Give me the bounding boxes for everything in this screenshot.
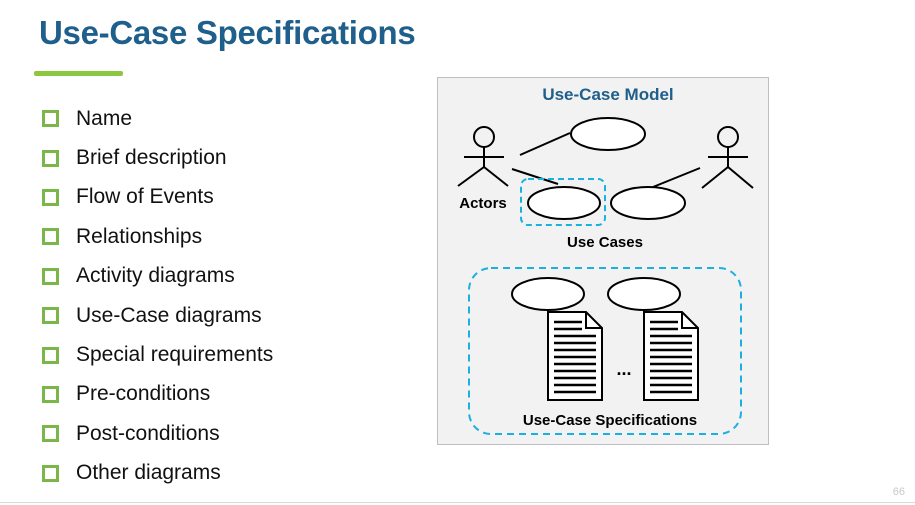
- actor-icon: [702, 127, 753, 188]
- bullet-item: Name: [42, 99, 273, 138]
- square-bullet-icon: [42, 268, 59, 285]
- diagram-title: Use-Case Model: [542, 85, 674, 104]
- square-bullet-icon: [42, 189, 59, 206]
- use-case-specifications-group: [469, 268, 741, 434]
- document-icon: [644, 312, 698, 400]
- bullet-list: [42, 99, 273, 493]
- square-bullet-icon: [42, 150, 59, 167]
- use-case-model-panel: [437, 77, 769, 445]
- bullet-item: Special requirements: [42, 335, 273, 374]
- use-case-ellipse: [571, 118, 645, 150]
- use-case-ellipse: [611, 187, 685, 219]
- association-line: [653, 168, 700, 187]
- bullet-item: Post-conditions: [42, 414, 273, 453]
- title-underline: [34, 71, 123, 76]
- square-bullet-icon: [42, 228, 59, 245]
- square-bullet-icon: [42, 386, 59, 403]
- square-bullet-icon: [42, 465, 59, 482]
- bullet-item: Flow of Events: [42, 178, 273, 217]
- square-bullet-icon: [42, 347, 59, 364]
- use-case-specifications-label: Use-Case Specifications: [522, 412, 698, 429]
- bullet-item: Pre-conditions: [42, 375, 273, 414]
- use-case-model-diagram: [438, 78, 770, 446]
- square-bullet-icon: [42, 425, 59, 442]
- use-case-ellipse: [512, 278, 584, 310]
- association-line: [520, 133, 570, 155]
- bullet-item: Brief description: [42, 138, 273, 177]
- bullet-item: Relationships: [42, 217, 273, 256]
- actor-icon: [458, 127, 508, 186]
- page-number: 66: [892, 486, 905, 498]
- slide-title: Use-Case Specifications: [39, 14, 416, 51]
- association-line: [512, 169, 558, 184]
- footer-divider: [0, 502, 915, 503]
- ellipsis-text: ...: [616, 359, 632, 379]
- square-bullet-icon: [42, 307, 59, 324]
- bullet-item: Other diagrams: [42, 454, 273, 493]
- actors-label: Actors: [459, 195, 507, 212]
- bullet-item: Use-Case diagrams: [42, 296, 273, 335]
- document-icon: [548, 312, 602, 400]
- square-bullet-icon: [42, 110, 59, 127]
- use-case-ellipse: [528, 187, 600, 219]
- bullet-item: Activity diagrams: [42, 257, 273, 296]
- use-cases-label: Use Cases: [567, 234, 643, 251]
- use-case-ellipse: [608, 278, 680, 310]
